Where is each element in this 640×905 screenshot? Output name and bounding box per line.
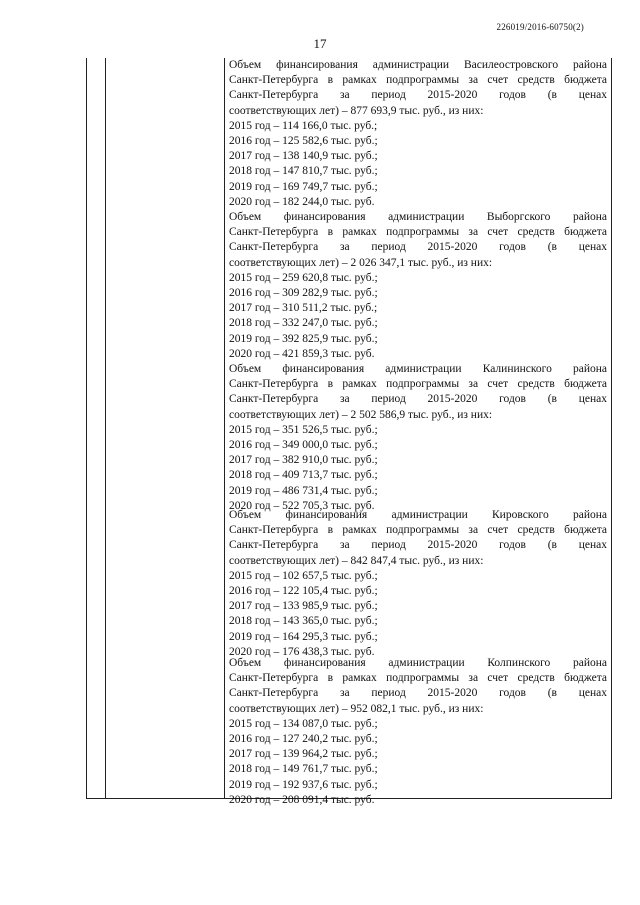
page-number: 17 <box>313 36 327 51</box>
block-text-line: Санкт-Петербурга в рамках подпрограммы за счет средств бюджета <box>229 524 607 537</box>
block-text-line: Санкт-Петербурга за период 2015-2020 годов (в ценах <box>229 539 607 552</box>
financing-table <box>86 58 612 806</box>
year-amount: 2016 год – 122 105,4 тыс. руб.; <box>229 585 378 598</box>
table-column-name <box>105 58 225 798</box>
year-amount: 2018 год – 143 365,0 тыс. руб.; <box>229 615 378 628</box>
financing-block-kirovsky <box>229 508 607 660</box>
block-text-line: Санкт-Петербурга за период 2015-2020 годов (в ценах <box>229 89 607 102</box>
year-amount: 2018 год – 332 247,0 тыс. руб.; <box>229 317 378 330</box>
block-total: соответствующих лет) – 2 502 586,9 тыс. руб., из них: <box>229 408 493 421</box>
block-text-line: Санкт-Петербурга в рамках подпрограммы за счет средств бюджета <box>229 226 607 239</box>
block-total: соответствующих лет) – 877 693,9 тыс. руб., из них: <box>229 104 484 117</box>
year-amount: 2020 год – 421 859,3 тыс. руб. <box>229 347 375 360</box>
block-total: соответствующих лет) – 952 082,1 тыс. руб., из них: <box>229 702 484 715</box>
year-amount: 2019 год – 192 937,6 тыс. руб.; <box>229 778 378 791</box>
year-amount: 2015 год – 351 526,5 тыс. руб.; <box>229 423 378 436</box>
year-amount: 2018 год – 147 810,7 тыс. руб.; <box>229 165 378 178</box>
block-text-line: Санкт-Петербурга за период 2015-2020 годов (в ценах <box>229 393 607 406</box>
table-column-content <box>225 58 611 806</box>
financing-block-vyborgsky <box>229 210 607 362</box>
year-amount: 2017 год – 133 985,9 тыс. руб.; <box>229 600 378 613</box>
block-total: соответствующих лет) – 2 026 347,1 тыс. руб., из них: <box>229 256 493 269</box>
year-amount: 2019 год – 169 749,7 тыс. руб.; <box>229 180 378 193</box>
financing-block-vasileostrovsky <box>229 58 607 210</box>
block-text-line: Санкт-Петербурга в рамках подпрограммы за счет средств бюджета <box>229 74 607 87</box>
year-amount: 2019 год – 392 825,9 тыс. руб.; <box>229 332 378 345</box>
year-amount: 2018 год – 149 761,7 тыс. руб.; <box>229 763 378 776</box>
year-amount: 2016 год – 349 000,0 тыс. руб.; <box>229 439 378 452</box>
block-heading: Объем финансирования администрации Выборгского района <box>229 211 607 223</box>
year-amount: 2015 год – 259 620,8 тыс. руб.; <box>229 271 378 284</box>
financing-block-kolpinsky <box>229 656 607 808</box>
block-heading: Объем финансирования администрации Василеостровского района <box>229 59 607 71</box>
year-amount: 2015 год – 114 166,0 тыс. руб.; <box>229 119 378 132</box>
block-total: соответствующих лет) – 842 847,4 тыс. руб., из них: <box>229 554 484 567</box>
year-amount: 2016 год – 125 582,6 тыс. руб.; <box>229 135 378 148</box>
year-amount: 2020 год – 208 091,4 тыс. руб. <box>229 793 375 806</box>
year-amount: 2016 год – 127 240,2 тыс. руб.; <box>229 733 378 746</box>
year-amount: 2018 год – 409 713,7 тыс. руб.; <box>229 469 378 482</box>
block-text-line: Санкт-Петербурга в рамках подпрограммы за счет средств бюджета <box>229 672 607 685</box>
block-heading: Объем финансирования администрации Калининского района <box>229 363 607 375</box>
year-amount: 2020 год – 522 705,3 тыс. руб. <box>229 499 375 512</box>
year-amount: 2019 год – 164 295,3 тыс. руб.; <box>229 630 378 643</box>
year-amount: 2020 год – 182 244,0 тыс. руб. <box>229 195 375 208</box>
table-column-number <box>87 58 106 798</box>
block-text-line: Санкт-Петербурга за период 2015-2020 годов (в ценах <box>229 687 607 700</box>
block-heading: Объем финансирования администрации Кировского района <box>229 509 607 521</box>
year-amount: 2019 год – 486 731,4 тыс. руб.; <box>229 484 378 497</box>
financing-block-kalininsky <box>229 362 607 514</box>
block-heading: Объем финансирования администрации Колпинского района <box>229 657 607 669</box>
year-amount: 2017 год – 138 140,9 тыс. руб.; <box>229 150 378 163</box>
document-registration-number: 226019/2016-60750(2) <box>496 22 584 32</box>
year-amount: 2017 год – 139 964,2 тыс. руб.; <box>229 748 378 761</box>
year-amount: 2020 год – 176 438,3 тыс. руб. <box>229 645 375 658</box>
year-amount: 2015 год – 102 657,5 тыс. руб.; <box>229 569 378 582</box>
year-amount: 2015 год – 134 087,0 тыс. руб.; <box>229 717 378 730</box>
year-amount: 2017 год – 310 511,2 тыс. руб.; <box>229 302 378 315</box>
year-amount: 2016 год – 309 282,9 тыс. руб.; <box>229 287 378 300</box>
block-text-line: Санкт-Петербурга в рамках подпрограммы за счет средств бюджета <box>229 378 607 391</box>
year-amount: 2017 год – 382 910,0 тыс. руб.; <box>229 454 378 467</box>
block-text-line: Санкт-Петербурга за период 2015-2020 годов (в ценах <box>229 241 607 254</box>
